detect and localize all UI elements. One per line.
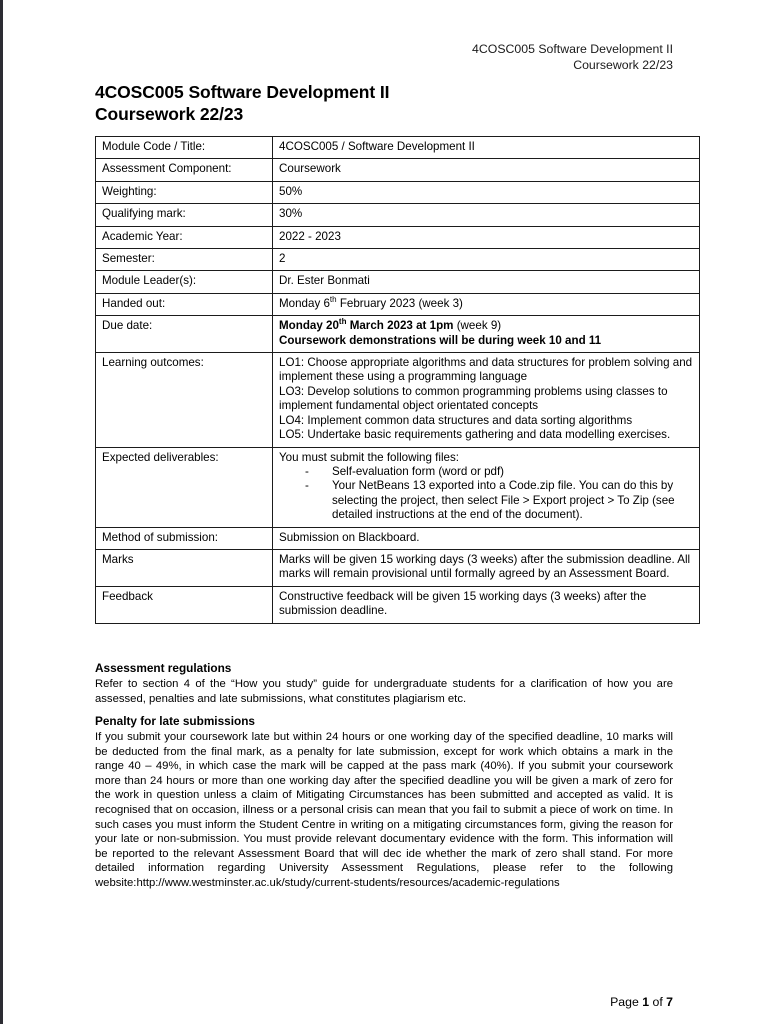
page-title-line-2: Coursework 22/23	[95, 103, 244, 124]
learning-outcome-item: LO5: Undertake basic requirements gathering and data modelling exercises.	[279, 428, 671, 442]
coursework-info-table	[95, 136, 700, 624]
due-date-ordinal-suffix: th	[338, 317, 347, 327]
row-label: Assessment Component:	[96, 159, 273, 181]
deliverables-list	[279, 465, 693, 523]
table-row	[96, 271, 700, 293]
page-footer	[95, 995, 673, 1010]
table-row	[96, 226, 700, 248]
handed-out-ordinal-suffix: th	[329, 294, 337, 304]
row-label: Academic Year:	[96, 226, 273, 248]
running-header-line-2: Coursework 22/23	[573, 57, 673, 72]
row-value: Marks will be given 15 working days (3 weeks) after the submission deadline. All marks will remain provisional until formally agreed by an Assessment Board.	[273, 549, 700, 586]
table-row	[96, 249, 700, 271]
dash-bullet-icon: -	[305, 464, 309, 478]
assessment-regulations-section	[95, 661, 673, 706]
table-row	[96, 137, 700, 159]
row-label: Method of submission:	[96, 527, 273, 549]
footer-page-middle: of	[649, 995, 667, 1009]
row-label: Expected deliverables:	[96, 447, 273, 527]
assessment-regulations-body: Refer to section 4 of the “How you study” guide for undergraduate students for a clarification of how you are assessed, penalties and late submissions, what constitutes plagiarism etc.	[95, 678, 673, 705]
row-value-handed-out	[273, 293, 700, 315]
due-date-bold-prefix: Monday 20	[279, 319, 339, 333]
list-item-text: Your NetBeans 13 exported into a Code.zip file. You can do this by selecting the project, then select File > Export project > To Zip (see detailed instructions at the end of the document).	[332, 479, 675, 522]
running-header	[95, 42, 673, 73]
row-label: Learning outcomes:	[96, 353, 273, 447]
table-row	[96, 181, 700, 203]
row-label: Weighting:	[96, 181, 273, 203]
penalty-late-submissions-section	[95, 714, 673, 891]
table-row-feedback	[96, 586, 700, 623]
table-row-due-date	[96, 316, 700, 353]
due-date-week-note: (week 9)	[453, 319, 502, 333]
row-label: Handed out:	[96, 293, 273, 315]
handed-out-suffix: February 2023 (week 3)	[336, 296, 463, 310]
table-row	[96, 204, 700, 226]
row-value: Submission on Blackboard.	[273, 527, 700, 549]
footer-page-prefix: Page	[610, 995, 643, 1009]
row-value: Constructive feedback will be given 15 working days (3 weeks) after the submission deadline.	[273, 586, 700, 623]
row-value: Dr. Ester Bonmati	[273, 271, 700, 293]
row-label: Module Code / Title:	[96, 137, 273, 159]
table-row-handed-out	[96, 293, 700, 315]
table-row-marks	[96, 549, 700, 586]
table-row	[96, 159, 700, 181]
dash-bullet-icon: -	[305, 479, 309, 493]
row-label: Module Leader(s):	[96, 271, 273, 293]
handed-out-prefix: Monday 6	[279, 296, 330, 310]
penalty-late-heading: Penalty for late submissions	[95, 714, 255, 728]
due-date-line-1	[279, 319, 693, 333]
row-value: 4COSC005 / Software Development II	[273, 137, 700, 159]
row-value: 2022 - 2023	[273, 226, 700, 248]
row-value: Coursework	[273, 159, 700, 181]
row-label: Due date:	[96, 316, 273, 353]
learning-outcome-item: LO4: Implement common data structures and data sorting algorithms	[279, 413, 633, 427]
footer-page-number: 1	[642, 995, 650, 1009]
learning-outcome-item: LO1: Choose appropriate algorithms and data structures for problem solving and implement these using a programming language	[279, 356, 693, 384]
penalty-late-body: If you submit your coursework late but within 24 hours or one working day of the specified deadline, 10 marks will be deducted from the final mark, as a penalty for late submission, except for work which obtains a mark in the range 40 – 49%, in which case the mark will be capped at the pass mark (40%). If you submit your coursework more than 24 hours or more than one working day after the specified deadline you will be given a mark of zero for the work in question unless a claim of Mitigating Circumstances has been submitted and accepted as valid. It is recognised that on occasion, illness or a personal crisis can mean that you fail to submit a piece of work on time. In such cases you must inform the Student Centre in writing on a mitigating circumstances form, giving the reason for your late or non-submission. You must provide relevant documentary evidence with the form. This information will be reported to the relevant Assessment Board that will dec ide whether the mark of zero shall stand. For more detailed information regarding University Assessment Regulations, please refer to the following website:http://www.westminster.ac.uk/study/current-students/resources/academic-regulations	[95, 731, 673, 889]
row-label: Semester:	[96, 249, 273, 271]
due-date-bold-suffix: March 2023 at 1pm	[346, 319, 454, 333]
row-label: Marks	[96, 549, 273, 586]
table-row-learning-outcomes	[96, 353, 700, 447]
row-label: Qualifying mark:	[96, 204, 273, 226]
row-value: 2	[273, 249, 700, 271]
footer-total-pages: 7	[666, 995, 673, 1009]
row-value-deliverables	[273, 447, 700, 527]
list-item	[305, 479, 693, 522]
list-item-text: Self-evaluation form (word or pdf)	[332, 464, 505, 478]
learning-outcome-item: LO3: Develop solutions to common programming problems using classes to implement fundamental object orientated concepts	[279, 384, 668, 413]
due-date-demo-note: Coursework demonstrations will be during week 10 and 11	[279, 333, 602, 347]
row-value-due-date	[273, 316, 700, 353]
row-value-learning-outcomes	[273, 353, 700, 447]
deliverables-intro: You must submit the following files:	[279, 450, 460, 464]
page-title	[95, 82, 389, 125]
row-value: 50%	[273, 181, 700, 203]
assessment-regulations-heading: Assessment regulations	[95, 661, 232, 675]
row-value: 30%	[273, 204, 700, 226]
info-table-body	[96, 137, 700, 624]
page-title-line-1: 4COSC005 Software Development II	[95, 82, 390, 102]
list-item	[305, 465, 693, 479]
row-label: Feedback	[96, 586, 273, 623]
table-row-deliverables	[96, 447, 700, 527]
running-header-line-1: 4COSC005 Software Development II	[472, 42, 673, 56]
table-row-method-of-submission	[96, 527, 700, 549]
